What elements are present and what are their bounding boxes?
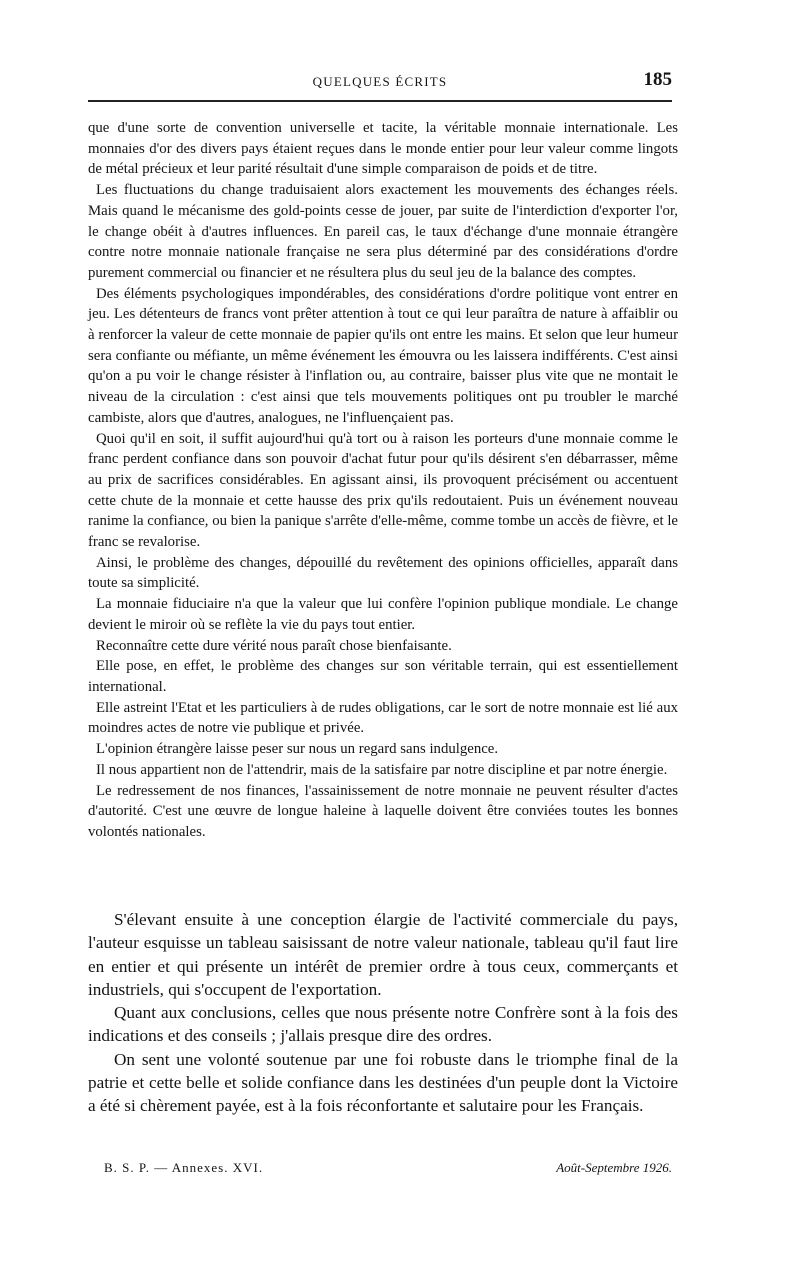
quote-paragraph: Quoi qu'il en soit, il suffit aujourd'hui qu'à tort ou à raison les porteurs d'une monnaie comme le franc perdent confiance dans son pouvoir d'achat futur pour qu'ils désirent s'en débarrasser, même au prix de sacrifices considérables. En agissant ainsi, ils provoquent précisément ou accentuent cette chute de la monnaie et cette hausse des prix qu'ils redoutaient. Puis un événement nouveau ranime la confiance, ou bien la panique s'arrête d'elle-même, comme tombe un accès de fièvre, et le franc se revalorise. (88, 430, 678, 551)
quote-paragraph: Les fluctuations du change traduisaient alors exactement les mouvements des échanges réels. Mais quand le mécanisme des gold-points cesse de jouer, par suite de l'interdiction d'exporter l'or, le change obéit à d'autres influences. En pareil cas, le taux d'échange d'une monnaie étrangère contre notre monnaie nationale française ne sera plus déterminé par des considérations d'ordre purement commercial ou financier et ne résultera plus du seul jeu de la balance des comptes. (88, 182, 678, 281)
quote-paragraph: Elle astreint l'Etat et les particuliers à de rudes obligations, car le sort de notre monnaie est lié aux moindres actes de notre vie publique et privée. (88, 699, 678, 737)
quote-paragraph: Ainsi, le problème des changes, dépouillé du revêtement des opinions officielles, apparaît dans toute sa simplicité. (88, 554, 678, 592)
body-paragraph: On sent une volonté soutenue par une foi robuste dans le triomphe final de la patrie et cette belle et solide confiance dans les destinées d'un peuple dont la Victoire a été si chèrement payée, est à la fois réconfortante et salutaire pour les Français. (88, 1049, 678, 1116)
quote-paragraph: La monnaie fiduciaire n'a que la valeur que lui confère l'opinion publique mondiale. Le change devient le miroir où se reflète la vie du pays tout entier. (88, 596, 678, 633)
quote-paragraph: Elle pose, en effet, le problème des changes sur son véritable terrain, qui est essentiellement international. (88, 658, 678, 695)
body-paragraph: Quant aux conclusions, celles que nous présente notre Confrère sont à la fois des indications et des conseils ; j'allais presque dire des ordres. (88, 1003, 678, 1046)
quote-paragraph: Des éléments psychologiques impondérables, des considérations d'ordre politique vont entrer en jeu. Les détenteurs de francs vont prêter attention à tout ce qui leur paraîtra de nature à affaiblir ou à renforcer la valeur de cette monnaie de papier qu'ils ont entre les mains. Et selon que leur humeur sera confiante ou méfiante, un même événement les émouvra ou les laissera indifférents. C'est ainsi qu'on a pu voir le change résister à l'inflation ou, au contraire, baisser plus vite que ne montait le niveau de la circulation : c'est ainsi que tels mouvements politiques ont pu troubler le marché cambiste, alors que d'autres, analogues, ne l'influençaient pas. (88, 285, 678, 426)
body-paragraph: S'élevant ensuite à une conception élargie de l'activité commerciale du pays, l'auteur esquisse un tableau saisissant de notre valeur nationale, tableau qu'il faut lire en entier et qui présente un intérêt de premier ordre à tous ceux, commerçants et industriels, qui s'occupent de l'exportation. (88, 910, 678, 999)
quote-paragraph: que d'une sorte de convention universelle et tacite, la véritable monnaie internationale. Les monnaies d'or des divers pays étaient reçues dans le monde entier pour leur valeur comme lingots de métal précieux et leur parité résultait d'une simple comparaison de poids et de titre. (88, 120, 678, 178)
header-rule (88, 100, 672, 102)
page-number: 185 (643, 69, 672, 90)
commentary-text (88, 908, 678, 1118)
quoted-excerpt (88, 118, 678, 843)
running-title: QUELQUES ÉCRITS (312, 74, 448, 89)
footer-signature: B. S. P. — Annexes. XVI. (104, 1160, 264, 1175)
quote-paragraph: Il nous appartient non de l'attendrir, mais de la satisfaire par notre discipline et par notre énergie. (96, 761, 668, 778)
quote-paragraph: Reconnaître cette dure vérité nous paraît chose bienfaisante. (96, 637, 452, 654)
footer-date: Août-Septembre 1926. (556, 1160, 672, 1175)
quote-paragraph: L'opinion étrangère laisse peser sur nous un regard sans indulgence. (96, 741, 499, 758)
page-header (88, 69, 672, 96)
quote-paragraph: Le redressement de nos finances, l'assainissement de notre monnaie ne peuvent résulter d'actes d'autorité. C'est une œuvre de longue haleine à laquelle doivent être conviées toutes les bonnes volontés nationales. (88, 782, 678, 840)
